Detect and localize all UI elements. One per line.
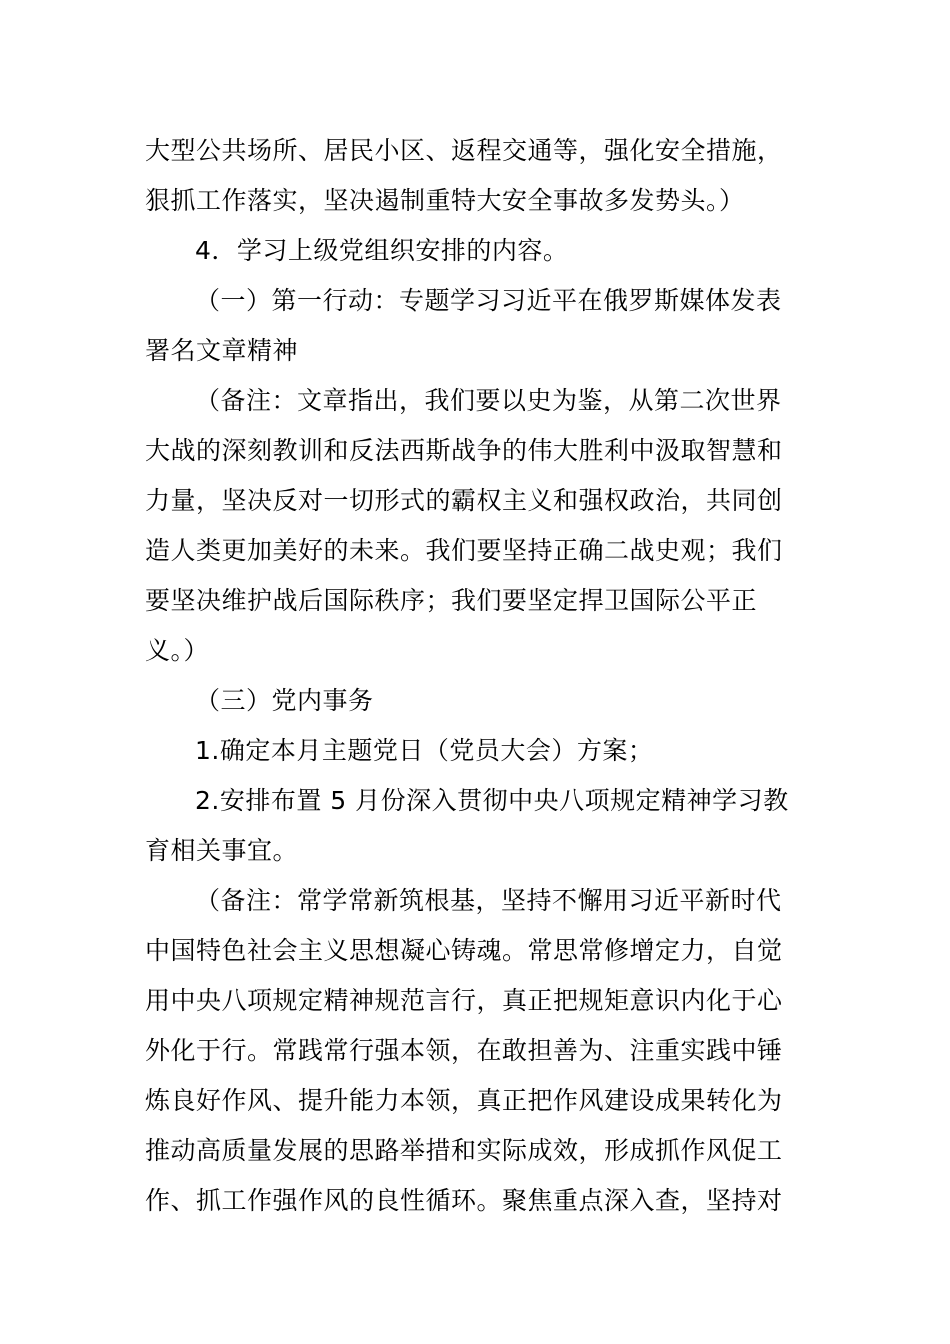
body-text-line: 狠抓工作落实，坚决遏制重特大安全事故多发势头。） bbox=[145, 186, 745, 215]
list-item: 2.安排布置 5 月份深入贯彻中央八项规定精神学习教 bbox=[195, 786, 789, 815]
list-item: 育相关事宜。 bbox=[145, 836, 299, 865]
note-text-line: （备注：文章指出，我们要以史为鉴，从第二次世界 bbox=[195, 386, 782, 415]
note-text-line: 外化于行。常践常行强本领，在敢担善为、注重实践中锤 bbox=[145, 1036, 783, 1065]
note-text-line: （备注：常学常新筑根基，坚持不懈用习近平新时代 bbox=[195, 886, 782, 915]
note-text-line: 大战的深刻教训和反法西斯战争的伟大胜利中汲取智慧和 bbox=[145, 436, 783, 465]
list-item: 1.确定本月主题党日（党员大会）方案； bbox=[195, 736, 654, 765]
note-text-line: 作、抓工作强作风的良性循环。聚焦重点深入查，坚持对 bbox=[145, 1186, 783, 1215]
body-text-line: 大型公共场所、居民小区、返程交通等，强化安全措施， bbox=[145, 136, 783, 165]
note-text-line: 推动高质量发展的思路举措和实际成效，形成抓作风促工 bbox=[145, 1136, 783, 1165]
section-heading: （一）第一行动：专题学习习近平在俄罗斯媒体发表 bbox=[195, 286, 782, 315]
note-text-line: 炼良好作风、提升能力本领，真正把作风建设成果转化为 bbox=[145, 1086, 783, 1115]
note-text-line: 中国特色社会主义思想凝心铸魂。常思常修增定力，自觉 bbox=[145, 936, 783, 965]
section-heading: 署名文章精神 bbox=[145, 336, 299, 365]
section-heading: 4．学习上级党组织安排的内容。 bbox=[195, 236, 569, 265]
note-text-line: 造人类更加美好的未来。我们要坚持正确二战史观；我们 bbox=[145, 536, 783, 565]
note-text-line: 要坚决维护战后国际秩序；我们要坚定捍卫国际公平正 bbox=[145, 586, 758, 615]
note-text-line: 义。） bbox=[145, 636, 210, 665]
note-text-line: 力量，坚决反对一切形式的霸权主义和强权政治，共同创 bbox=[145, 486, 783, 515]
section-heading: （三）党内事务 bbox=[195, 686, 374, 715]
note-text-line: 用中央八项规定精神规范言行，真正把规矩意识内化于心 bbox=[145, 986, 783, 1015]
